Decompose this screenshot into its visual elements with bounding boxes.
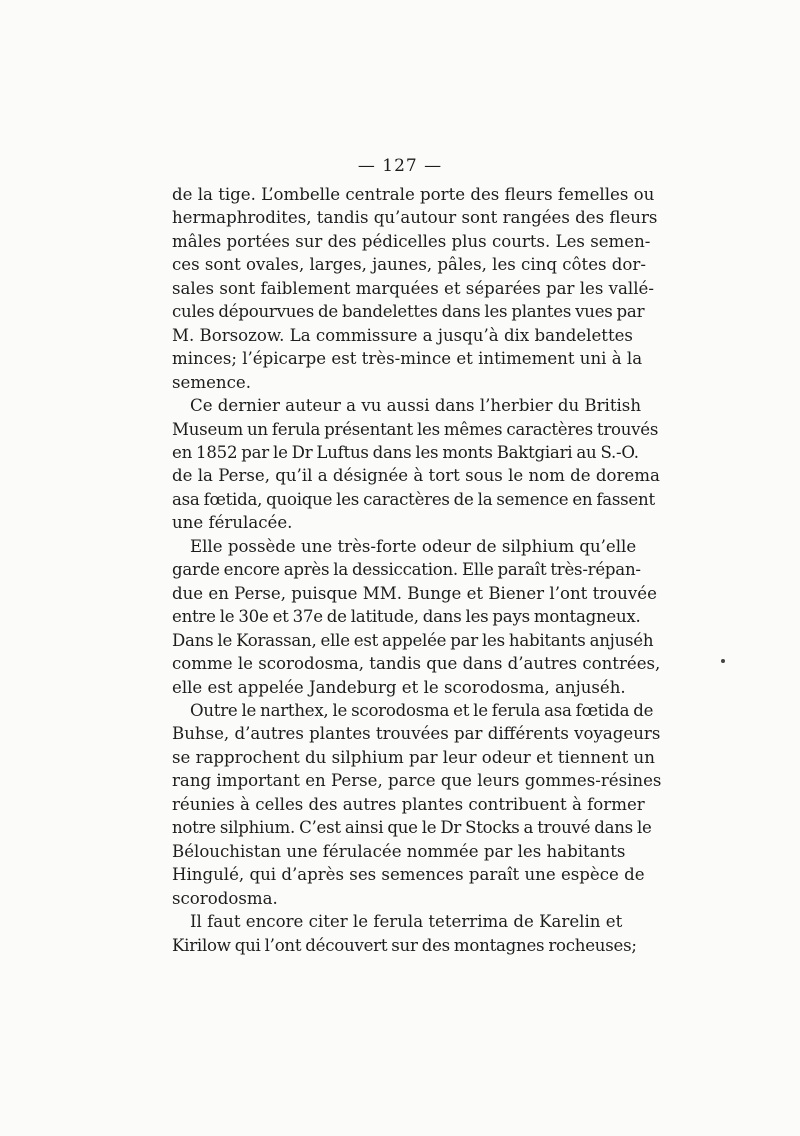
text-line: rang important en Perse, parce que leurs gommes-résines — [172, 771, 662, 791]
text-line: ces sont ovales, larges, jaunes, pâles, les cinq côtes dor- — [172, 255, 646, 275]
text-line: due en Perse, puisque MM. Bunge et Biener l’ont trouvée — [172, 583, 657, 603]
ink-speck — [721, 659, 725, 663]
text-line: entre le 30e et 37e de latitude, dans les pays montagneux. — [172, 607, 641, 627]
body-text — [172, 183, 662, 957]
text-line: Museum un ferula présentant les mêmes caractères trouvés — [172, 419, 659, 439]
text-line: M. Borsozow. La commissure a jusqu’à dix bandelettes — [172, 325, 633, 345]
text-line: Il faut encore citer le ferula teterrima de Karelin et — [190, 912, 623, 932]
text-line: elle est appelée Jandeburg et le scorodosma, anjuséh. — [172, 677, 626, 697]
text-line: garde encore après la dessiccation. Elle paraît très-répan- — [172, 560, 641, 580]
text-line: en 1852 par le Dr Luftus dans les monts Baktgiari au S.-O. — [172, 442, 639, 462]
text-line: hermaphrodites, tandis qu’autour sont rangées des fleurs — [172, 208, 658, 228]
text-line: Elle possède une très-forte odeur de silphium qu’elle — [190, 536, 637, 556]
text-line: une férulacée. — [172, 513, 293, 533]
text-line: cules dépourvues de bandelettes dans les plantes vues par — [172, 302, 645, 322]
text-line: se rapprochent du silphium par leur odeur et tiennent un — [172, 747, 655, 767]
text-line: de la Perse, qu’il a désignée à tort sous le nom de dorema — [172, 466, 660, 486]
text-line: asa fœtida, quoique les caractères de la semence en fassent — [172, 489, 655, 509]
text-line: minces; l’épicarpe est très-mince et intimement uni à la — [172, 349, 643, 369]
text-line: scorodosma. — [172, 888, 278, 908]
text-line: Ce dernier auteur a vu aussi dans l’herbier du British — [190, 396, 642, 416]
text-line: Outre le narthex, le scorodosma et le ferula asa fœtida de — [190, 700, 654, 720]
text-line: sales sont faiblement marquées et séparées par les vallé- — [172, 278, 654, 298]
text-line: comme le scorodosma, tandis que dans d’autres contrées, — [172, 654, 661, 674]
text-line: Bélouchistan une férulacée nommée par les habitants — [172, 841, 626, 861]
text-line: Buhse, d’autres plantes trouvées par différents voyageurs — [172, 724, 661, 744]
text-line: Hingulé, qui d’après ses semences paraît une espèce de — [172, 865, 645, 885]
text-line: semence. — [172, 372, 251, 392]
text-line: mâles portées sur des pédicelles plus courts. Les semen- — [172, 231, 651, 251]
text-line: Kirilow qui l’ont découvert sur des montagnes rocheuses; — [172, 935, 637, 955]
text-line: notre silphium. C’est ainsi que le Dr Stocks a trouvé dans le — [172, 818, 652, 838]
text-line: Dans le Korassan, elle est appelée par les habitants anjuséh — [172, 630, 654, 650]
text-line: réunies à celles des autres plantes contribuent à former — [172, 794, 645, 814]
text-line: de la tige. L’ombelle centrale porte des fleurs femelles ou — [172, 185, 655, 204]
page-number: — 127 — — [357, 156, 443, 176]
